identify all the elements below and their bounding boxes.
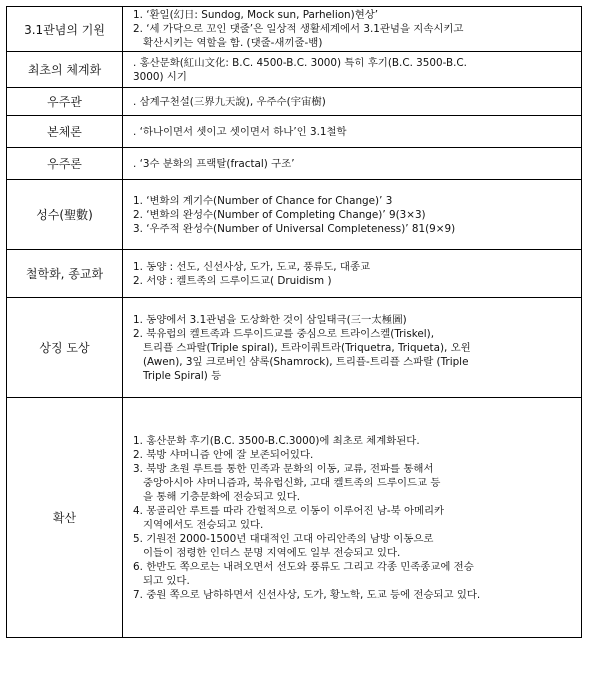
table-row — [7, 116, 582, 148]
content-line: 5. 기원전 2000-1500년 대대적인 고대 아리안족의 남방 이동으로 — [133, 532, 434, 545]
content-line: 3. ‘우주적 완성수(Number of Universal Completeness)’ 81(9×9) — [133, 222, 456, 235]
table-row — [7, 398, 582, 638]
content-line: 1. 동양 : 선도, 신선사상, 도가, 도교, 풍류도, 대종교 — [133, 260, 371, 273]
table-row — [7, 88, 582, 116]
table-row — [7, 298, 582, 398]
content-line: 6. 한반도 쪽으로는 내려오면서 선도와 풍류도 그리고 각종 민족종교에 전승 — [133, 560, 474, 573]
content-line: 2. 서양 : 켈트족의 드루이드교( Druidism ) — [133, 274, 332, 287]
row-content — [123, 148, 582, 180]
content-line: . 삼계구천설(三界九天說), 우주수(宇宙樹) — [133, 95, 326, 108]
origin-table — [6, 6, 582, 638]
content-line: 되고 있다. — [143, 574, 190, 587]
table-row — [7, 250, 582, 298]
content-line: 이들이 점령한 인더스 문명 지역에도 일부 전승되고 있다. — [143, 546, 401, 559]
content-line: 4. 몽골리안 루트를 따라 간헐적으로 이동이 이루어진 남-북 아메리카 — [133, 504, 445, 517]
content-line: . ‘하나이면서 셋이고 셋이면서 하나’인 3.1철학 — [133, 125, 347, 138]
content-line: 2. ‘세 가닥으로 꼬인 댓줄’은 일상적 생활세계에서 3.1관념을 지속시키고 — [133, 23, 464, 35]
content-line: 2. ‘변화의 완성수(Number of Completing Change)’ 9(3×3) — [133, 208, 426, 221]
row-content — [123, 398, 582, 638]
content-line: 확산시키는 역할을 함. (댓줄-새끼줄-뱀) — [143, 37, 323, 49]
table-row — [7, 52, 582, 88]
content-line: 3000) 시기 — [133, 70, 187, 83]
content-line: . 홍산문화(紅山文化: B.C. 4500-B.C. 3000) 특히 후기(B.C. 3500-B.C. — [133, 56, 467, 69]
row-content — [123, 88, 582, 116]
content-line: 1. 동양에서 3.1관념을 도상화한 것이 삼일태극(三一太極圖) — [133, 313, 407, 326]
table-body — [7, 7, 582, 638]
content-line: 1. 홍산문화 후기(B.C. 3500-B.C.3000)에 최초로 체계화된다. — [133, 434, 420, 447]
row-content — [123, 298, 582, 398]
row-heading: 성수(聖數) — [7, 180, 123, 250]
content-line: 2. 북방 샤머니즘 안에 잘 보존되어있다. — [133, 448, 314, 461]
row-heading: 철학화, 종교화 — [7, 250, 123, 298]
content-line: 1. ‘변화의 계기수(Number of Chance for Change)’ 3 — [133, 194, 393, 207]
content-line: 3. 북방 초원 루트를 통한 민족과 문화의 이동, 교류, 전파를 통해서 — [133, 462, 434, 475]
row-content — [123, 250, 582, 298]
row-heading: 상징 도상 — [7, 298, 123, 398]
row-heading: 3.1관념의 기원 — [7, 7, 123, 52]
row-content — [123, 180, 582, 250]
row-content — [123, 7, 582, 52]
row-heading: 본체론 — [7, 116, 123, 148]
content-line: 2. 북유럽의 켈트족과 드루이드교를 중심으로 트라이스켈(Triskel), — [133, 327, 435, 340]
row-heading: 우주론 — [7, 148, 123, 180]
table-row — [7, 180, 582, 250]
table-row — [7, 7, 582, 52]
row-heading: 우주관 — [7, 88, 123, 116]
content-line: (Awen), 3잎 크로버인 샴록(Shamrock), 트리플-트리플 스파랄 (Triple — [143, 355, 469, 368]
row-content — [123, 52, 582, 88]
content-line: 중앙아시아 샤머니즘과, 북유럽신화, 고대 켈트족의 드루이드교 등 — [143, 476, 441, 489]
content-line: . ‘3수 분화의 프랙탈(fractal) 구조’ — [133, 157, 295, 170]
row-heading: 최초의 체계화 — [7, 52, 123, 88]
row-content — [123, 116, 582, 148]
content-line: 을 통해 기층문화에 전승되고 있다. — [143, 490, 301, 503]
content-line: 지역에서도 전승되고 있다. — [143, 518, 264, 531]
row-heading: 확산 — [7, 398, 123, 638]
content-line: 7. 중원 쪽으로 남하하면서 신선사상, 도가, 황노학, 도교 등에 전승되고 있다. — [133, 588, 481, 601]
content-line: 1. ‘환일(幻日: Sundog, Mock sun, Parhelion)현상’ — [133, 9, 379, 21]
content-line: Triple Spiral) 등 — [143, 369, 222, 382]
content-line: 트리플 스파랄(Triple spiral), 트라이쿼트라(Triquetra, Triqueta), 오윈 — [143, 341, 471, 354]
table-row — [7, 148, 582, 180]
